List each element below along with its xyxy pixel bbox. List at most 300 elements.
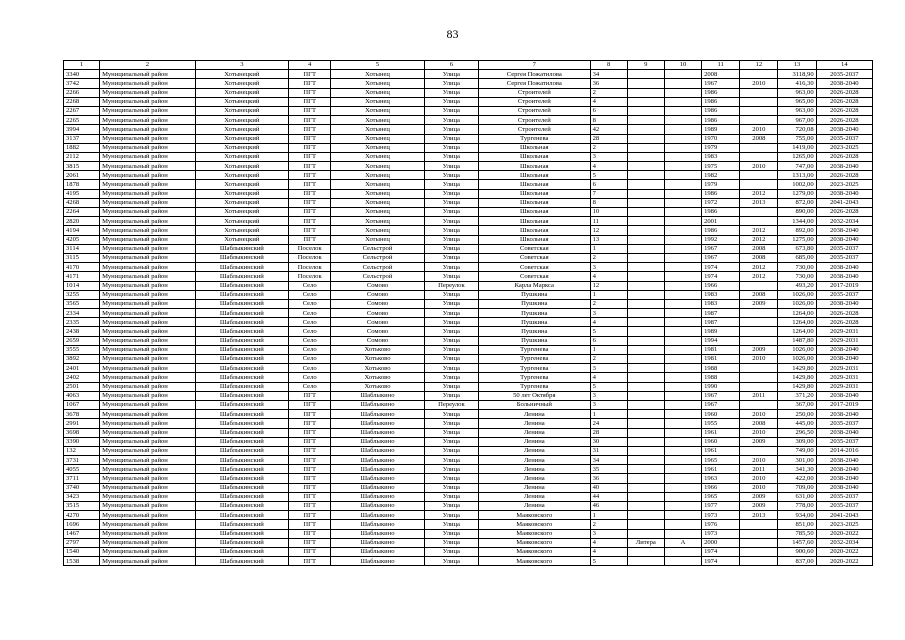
cell-building-type xyxy=(627,373,664,382)
cell-house: 36 xyxy=(590,474,627,483)
cell-house: 6 xyxy=(590,336,627,345)
cell-settlement: Сомово xyxy=(331,327,424,336)
cell-period: 2038-2040 xyxy=(816,79,872,88)
cell-period: 2038-2040 xyxy=(816,483,872,492)
table-row xyxy=(64,538,873,547)
cell-area: 1275,00 xyxy=(778,235,816,244)
cell-period: 2041-2043 xyxy=(816,198,872,207)
cell-house: 5 xyxy=(590,171,627,180)
cell-street-type: Улица xyxy=(424,97,478,106)
table-row xyxy=(64,106,873,115)
cell-district: Шаблыкинский xyxy=(195,281,288,290)
cell-district: Хотынецкий xyxy=(195,198,288,207)
cell-district: Хотынецкий xyxy=(195,143,288,152)
cell-building xyxy=(664,106,701,115)
cell-street: Маяковского xyxy=(479,538,591,547)
cell-year-renovated: 2011 xyxy=(740,465,778,474)
cell-building-type xyxy=(627,456,664,465)
cell-type: Муниципальный район xyxy=(100,226,195,235)
cell-house: 24 xyxy=(590,419,627,428)
cell-street: Ленина xyxy=(479,465,591,474)
cell-settlement: Хотынец xyxy=(331,180,424,189)
cell-area: 1487,80 xyxy=(778,336,816,345)
cell-settlement: Шаблыкино xyxy=(331,520,424,529)
cell-building xyxy=(664,520,701,529)
cell-id: 4268 xyxy=(64,198,100,207)
cell-type: Муниципальный район xyxy=(100,88,195,97)
cell-settlement: Сомово xyxy=(331,318,424,327)
cell-period: 2023-2025 xyxy=(816,143,872,152)
cell-district: Хотынецкий xyxy=(195,106,288,115)
cell-year-built: 1986 xyxy=(702,116,740,125)
cell-year-renovated: 2010 xyxy=(740,162,778,171)
cell-street-type: Улица xyxy=(424,180,478,189)
cell-settlement-type: Село xyxy=(289,364,331,373)
cell-period: 2035-2037 xyxy=(816,253,872,262)
cell-street: Тургенева xyxy=(479,134,591,143)
cell-district: Шаблыкинский xyxy=(195,520,288,529)
table-row xyxy=(64,446,873,455)
cell-year-built: 1961 xyxy=(702,446,740,455)
cell-street-type: Улица xyxy=(424,557,478,566)
cell-type: Муниципальный район xyxy=(100,235,195,244)
cell-district: Шаблыкинский xyxy=(195,263,288,272)
cell-id: 132 xyxy=(64,446,100,455)
cell-year-built: 1983 xyxy=(702,152,740,161)
table-row xyxy=(64,208,873,217)
cell-area: 1264,00 xyxy=(778,327,816,336)
cell-period: 2035-2037 xyxy=(816,244,872,253)
cell-settlement-type: ПГТ xyxy=(289,70,331,79)
cell-area: 965,00 xyxy=(778,97,816,106)
cell-type: Муниципальный район xyxy=(100,79,195,88)
cell-period: 2020-2022 xyxy=(816,557,872,566)
cell-street: Маяковского xyxy=(479,520,591,529)
cell-building-type xyxy=(627,492,664,501)
cell-street: Тургенева xyxy=(479,345,591,354)
cell-settlement: Хотынец xyxy=(331,88,424,97)
cell-period: 2017-2019 xyxy=(816,281,872,290)
cell-id: 2334 xyxy=(64,309,100,318)
cell-id: 2265 xyxy=(64,116,100,125)
cell-building-type xyxy=(627,244,664,253)
cell-period: 2038-2040 xyxy=(816,272,872,281)
cell-street: Сергея Пожатилова xyxy=(479,70,591,79)
cell-year-built: 1975 xyxy=(702,162,740,171)
cell-building xyxy=(664,226,701,235)
cell-year-renovated xyxy=(740,538,778,547)
cell-building xyxy=(664,299,701,308)
cell-district: Шаблыкинский xyxy=(195,557,288,566)
cell-building xyxy=(664,492,701,501)
cell-type: Муниципальный район xyxy=(100,483,195,492)
cell-year-built: 1966 xyxy=(702,281,740,290)
cell-year-renovated: 2013 xyxy=(740,511,778,520)
cell-street: Пушкина xyxy=(479,336,591,345)
cell-house: 4 xyxy=(590,373,627,382)
cell-id: 3114 xyxy=(64,244,100,253)
cell-area: 749,00 xyxy=(778,446,816,455)
cell-house: 4 xyxy=(590,538,627,547)
cell-area: 963,00 xyxy=(778,106,816,115)
table-row xyxy=(64,336,873,345)
cell-district: Хотынецкий xyxy=(195,152,288,161)
cell-settlement-type: ПГТ xyxy=(289,437,331,446)
cell-settlement-type: ПГТ xyxy=(289,189,331,198)
table-row xyxy=(64,143,873,152)
table-row xyxy=(64,309,873,318)
table-row xyxy=(64,474,873,483)
cell-building xyxy=(664,511,701,520)
table-row xyxy=(64,272,873,281)
cell-area: 685,00 xyxy=(778,253,816,262)
table-row xyxy=(64,299,873,308)
cell-building-type xyxy=(627,198,664,207)
table-row xyxy=(64,419,873,428)
cell-street-type: Улица xyxy=(424,125,478,134)
cell-area: 445,00 xyxy=(778,419,816,428)
cell-district: Хотынецкий xyxy=(195,125,288,134)
cell-settlement-type: ПГТ xyxy=(289,143,331,152)
cell-settlement-type: ПГТ xyxy=(289,410,331,419)
cell-area: 673,80 xyxy=(778,244,816,253)
table-row xyxy=(64,318,873,327)
cell-building-type: Литера xyxy=(627,538,664,547)
cell-street-type: Переулок xyxy=(424,281,478,290)
cell-district: Хотынецкий xyxy=(195,88,288,97)
cell-building xyxy=(664,483,701,492)
table-row xyxy=(64,97,873,106)
cell-year-renovated: 2009 xyxy=(740,502,778,511)
cell-street: Ленина xyxy=(479,483,591,492)
cell-type: Муниципальный район xyxy=(100,446,195,455)
cell-type: Муниципальный район xyxy=(100,529,195,538)
cell-settlement: Шаблыкино xyxy=(331,400,424,409)
cell-settlement-type: ПГТ xyxy=(289,520,331,529)
cell-year-built: 1967 xyxy=(702,400,740,409)
cell-building xyxy=(664,400,701,409)
cell-district: Шаблыкинский xyxy=(195,419,288,428)
cell-house: 3 xyxy=(590,364,627,373)
header-row xyxy=(64,61,873,70)
cell-street: Школьная xyxy=(479,217,591,226)
cell-settlement: Шаблыкино xyxy=(331,428,424,437)
cell-period: 2038-2040 xyxy=(816,345,872,354)
cell-year-renovated: 2012 xyxy=(740,263,778,272)
cell-year-built: 1976 xyxy=(702,520,740,529)
cell-type: Муниципальный район xyxy=(100,253,195,262)
cell-year-built: 1963 xyxy=(702,474,740,483)
table-row xyxy=(64,400,873,409)
column-header: 2 xyxy=(100,61,195,70)
cell-id: 4063 xyxy=(64,391,100,400)
column-header: 6 xyxy=(424,61,478,70)
cell-building-type xyxy=(627,410,664,419)
cell-type: Муниципальный район xyxy=(100,327,195,336)
cell-settlement-type: ПГТ xyxy=(289,547,331,556)
cell-id: 3711 xyxy=(64,474,100,483)
cell-period: 2026-2028 xyxy=(816,152,872,161)
cell-area: 309,00 xyxy=(778,437,816,446)
cell-period: 2017-2019 xyxy=(816,400,872,409)
cell-house: 2 xyxy=(590,520,627,529)
cell-building xyxy=(664,281,701,290)
cell-building xyxy=(664,465,701,474)
cell-id: 3515 xyxy=(64,502,100,511)
cell-year-renovated xyxy=(740,88,778,97)
cell-settlement-type: ПГТ xyxy=(289,391,331,400)
cell-building xyxy=(664,263,701,272)
cell-house: 2 xyxy=(590,299,627,308)
cell-year-built: 1970 xyxy=(702,134,740,143)
cell-type: Муниципальный район xyxy=(100,382,195,391)
cell-id: 1878 xyxy=(64,180,100,189)
cell-year-built: 1989 xyxy=(702,125,740,134)
cell-house: 2 xyxy=(590,355,627,364)
cell-area: 730,00 xyxy=(778,272,816,281)
cell-period: 2029-2031 xyxy=(816,364,872,373)
column-header: 12 xyxy=(740,61,778,70)
cell-district: Шаблыкинский xyxy=(195,410,288,419)
cell-period: 2035-2037 xyxy=(816,419,872,428)
cell-area: 631,00 xyxy=(778,492,816,501)
cell-year-built: 1973 xyxy=(702,511,740,520)
table-row xyxy=(64,290,873,299)
cell-period: 2032-2034 xyxy=(816,538,872,547)
cell-building-type xyxy=(627,327,664,336)
cell-building xyxy=(664,208,701,217)
cell-house: 3 xyxy=(590,400,627,409)
cell-id: 3740 xyxy=(64,483,100,492)
cell-id: 3994 xyxy=(64,125,100,134)
cell-area: 1457,60 xyxy=(778,538,816,547)
cell-settlement: Хотынец xyxy=(331,198,424,207)
table-row xyxy=(64,483,873,492)
table-row xyxy=(64,134,873,143)
cell-year-renovated xyxy=(740,547,778,556)
cell-type: Муниципальный район xyxy=(100,134,195,143)
cell-building xyxy=(664,410,701,419)
cell-settlement: Шаблыкино xyxy=(331,446,424,455)
cell-street: Советская xyxy=(479,253,591,262)
cell-id: 2264 xyxy=(64,208,100,217)
cell-street-type: Улица xyxy=(424,391,478,400)
cell-period: 2026-2028 xyxy=(816,171,872,180)
cell-street: Советская xyxy=(479,263,591,272)
cell-district: Шаблыкинский xyxy=(195,446,288,455)
cell-building xyxy=(664,309,701,318)
cell-year-built: 1982 xyxy=(702,171,740,180)
cell-building-type xyxy=(627,364,664,373)
cell-type: Муниципальный район xyxy=(100,217,195,226)
cell-type: Муниципальный район xyxy=(100,198,195,207)
cell-building xyxy=(664,373,701,382)
cell-street: Ленина xyxy=(479,474,591,483)
cell-type: Муниципальный район xyxy=(100,557,195,566)
cell-year-renovated: 2010 xyxy=(740,474,778,483)
cell-area: 892,00 xyxy=(778,226,816,235)
cell-type: Муниципальный район xyxy=(100,290,195,299)
cell-id: 2501 xyxy=(64,382,100,391)
cell-type: Муниципальный район xyxy=(100,547,195,556)
table-row xyxy=(64,547,873,556)
cell-year-built: 1961 xyxy=(702,465,740,474)
column-header: 9 xyxy=(627,61,664,70)
cell-year-renovated: 2008 xyxy=(740,244,778,253)
cell-year-built: 1988 xyxy=(702,373,740,382)
cell-area: 1026,00 xyxy=(778,355,816,364)
cell-street-type: Улица xyxy=(424,474,478,483)
cell-period: 2038-2040 xyxy=(816,263,872,272)
cell-building xyxy=(664,547,701,556)
cell-year-renovated: 2010 xyxy=(740,428,778,437)
cell-district: Шаблыкинский xyxy=(195,483,288,492)
cell-type: Муниципальный район xyxy=(100,272,195,281)
cell-settlement: Сельстрой xyxy=(331,272,424,281)
cell-building-type xyxy=(627,437,664,446)
table-body xyxy=(64,70,873,566)
cell-street-type: Улица xyxy=(424,437,478,446)
cell-year-built: 1974 xyxy=(702,547,740,556)
cell-area: 900,60 xyxy=(778,547,816,556)
cell-building-type xyxy=(627,162,664,171)
cell-settlement-type: Село xyxy=(289,290,331,299)
table-row xyxy=(64,180,873,189)
table-row xyxy=(64,116,873,125)
cell-year-renovated xyxy=(740,520,778,529)
cell-street: Пушкина xyxy=(479,318,591,327)
cell-district: Шаблыкинский xyxy=(195,272,288,281)
table-row xyxy=(64,557,873,566)
table-row xyxy=(64,125,873,134)
cell-id: 1540 xyxy=(64,547,100,556)
cell-period: 2029-2031 xyxy=(816,373,872,382)
cell-year-renovated xyxy=(740,327,778,336)
housing-registry-table xyxy=(63,60,873,566)
table-row xyxy=(64,502,873,511)
cell-period: 2029-2031 xyxy=(816,336,872,345)
cell-area: 1419,00 xyxy=(778,143,816,152)
cell-settlement-type: Село xyxy=(289,336,331,345)
cell-district: Шаблыкинский xyxy=(195,437,288,446)
cell-building-type xyxy=(627,88,664,97)
cell-building-type xyxy=(627,134,664,143)
cell-settlement-type: ПГТ xyxy=(289,162,331,171)
cell-area: 416,30 xyxy=(778,79,816,88)
table-row xyxy=(64,281,873,290)
cell-street: Школьная xyxy=(479,198,591,207)
cell-street: Маяковского xyxy=(479,547,591,556)
cell-district: Шаблыкинский xyxy=(195,364,288,373)
cell-district: Хотынецкий xyxy=(195,79,288,88)
cell-house: 8 xyxy=(590,116,627,125)
cell-street-type: Улица xyxy=(424,309,478,318)
cell-settlement: Сельстрой xyxy=(331,244,424,253)
cell-street: Карла Маркса xyxy=(479,281,591,290)
cell-settlement-type: ПГТ xyxy=(289,116,331,125)
cell-settlement: Сельстрой xyxy=(331,253,424,262)
cell-building xyxy=(664,152,701,161)
cell-street-type: Улица xyxy=(424,152,478,161)
cell-settlement-type: ПГТ xyxy=(289,226,331,235)
cell-period: 2035-2037 xyxy=(816,70,872,79)
cell-id: 3731 xyxy=(64,456,100,465)
table-row xyxy=(64,152,873,161)
cell-settlement: Шаблыкино xyxy=(331,557,424,566)
cell-street-type: Улица xyxy=(424,529,478,538)
cell-settlement-type: ПГТ xyxy=(289,152,331,161)
cell-building-type xyxy=(627,299,664,308)
cell-id: 4195 xyxy=(64,189,100,198)
cell-year-renovated: 2009 xyxy=(740,299,778,308)
cell-year-renovated: 2008 xyxy=(740,290,778,299)
cell-district: Шаблыкинский xyxy=(195,355,288,364)
cell-building-type xyxy=(627,217,664,226)
cell-district: Хотынецкий xyxy=(195,97,288,106)
cell-street-type: Улица xyxy=(424,244,478,253)
table-row xyxy=(64,428,873,437)
cell-type: Муниципальный район xyxy=(100,355,195,364)
cell-building xyxy=(664,557,701,566)
cell-year-built: 1983 xyxy=(702,299,740,308)
cell-type: Муниципальный район xyxy=(100,538,195,547)
cell-type: Муниципальный район xyxy=(100,345,195,354)
cell-house: 7 xyxy=(590,189,627,198)
column-header: 10 xyxy=(664,61,701,70)
cell-settlement-type: ПГТ xyxy=(289,171,331,180)
cell-building-type xyxy=(627,226,664,235)
cell-settlement-type: Село xyxy=(289,373,331,382)
cell-house: 3 xyxy=(590,152,627,161)
column-header: 13 xyxy=(778,61,816,70)
cell-house: 1 xyxy=(590,345,627,354)
cell-house: 1 xyxy=(590,511,627,520)
cell-settlement-type: Поселок xyxy=(289,253,331,262)
cell-type: Муниципальный район xyxy=(100,171,195,180)
cell-year-renovated xyxy=(740,106,778,115)
cell-type: Муниципальный район xyxy=(100,208,195,217)
cell-settlement-type: Село xyxy=(289,345,331,354)
cell-year-renovated xyxy=(740,217,778,226)
cell-settlement-type: ПГТ xyxy=(289,217,331,226)
cell-id: 2659 xyxy=(64,336,100,345)
cell-period: 2035-2037 xyxy=(816,437,872,446)
cell-area: 493,20 xyxy=(778,281,816,290)
cell-settlement-type: Село xyxy=(289,318,331,327)
cell-street-type: Улица xyxy=(424,520,478,529)
cell-settlement: Сомово xyxy=(331,290,424,299)
cell-year-built: 1981 xyxy=(702,355,740,364)
cell-building xyxy=(664,253,701,262)
cell-type: Муниципальный район xyxy=(100,125,195,134)
cell-period: 2038-2040 xyxy=(816,189,872,198)
cell-district: Шаблыкинский xyxy=(195,538,288,547)
cell-building xyxy=(664,336,701,345)
cell-house: 3 xyxy=(590,309,627,318)
cell-type: Муниципальный район xyxy=(100,456,195,465)
cell-building-type xyxy=(627,253,664,262)
cell-street-type: Улица xyxy=(424,106,478,115)
cell-id: 1696 xyxy=(64,520,100,529)
cell-period: 2038-2040 xyxy=(816,410,872,419)
cell-id: 2335 xyxy=(64,318,100,327)
cell-year-built: 1994 xyxy=(702,336,740,345)
cell-street-type: Улица xyxy=(424,226,478,235)
cell-street: Школьная xyxy=(479,235,591,244)
cell-period: 2038-2040 xyxy=(816,355,872,364)
table-row xyxy=(64,364,873,373)
cell-type: Муниципальный район xyxy=(100,281,195,290)
